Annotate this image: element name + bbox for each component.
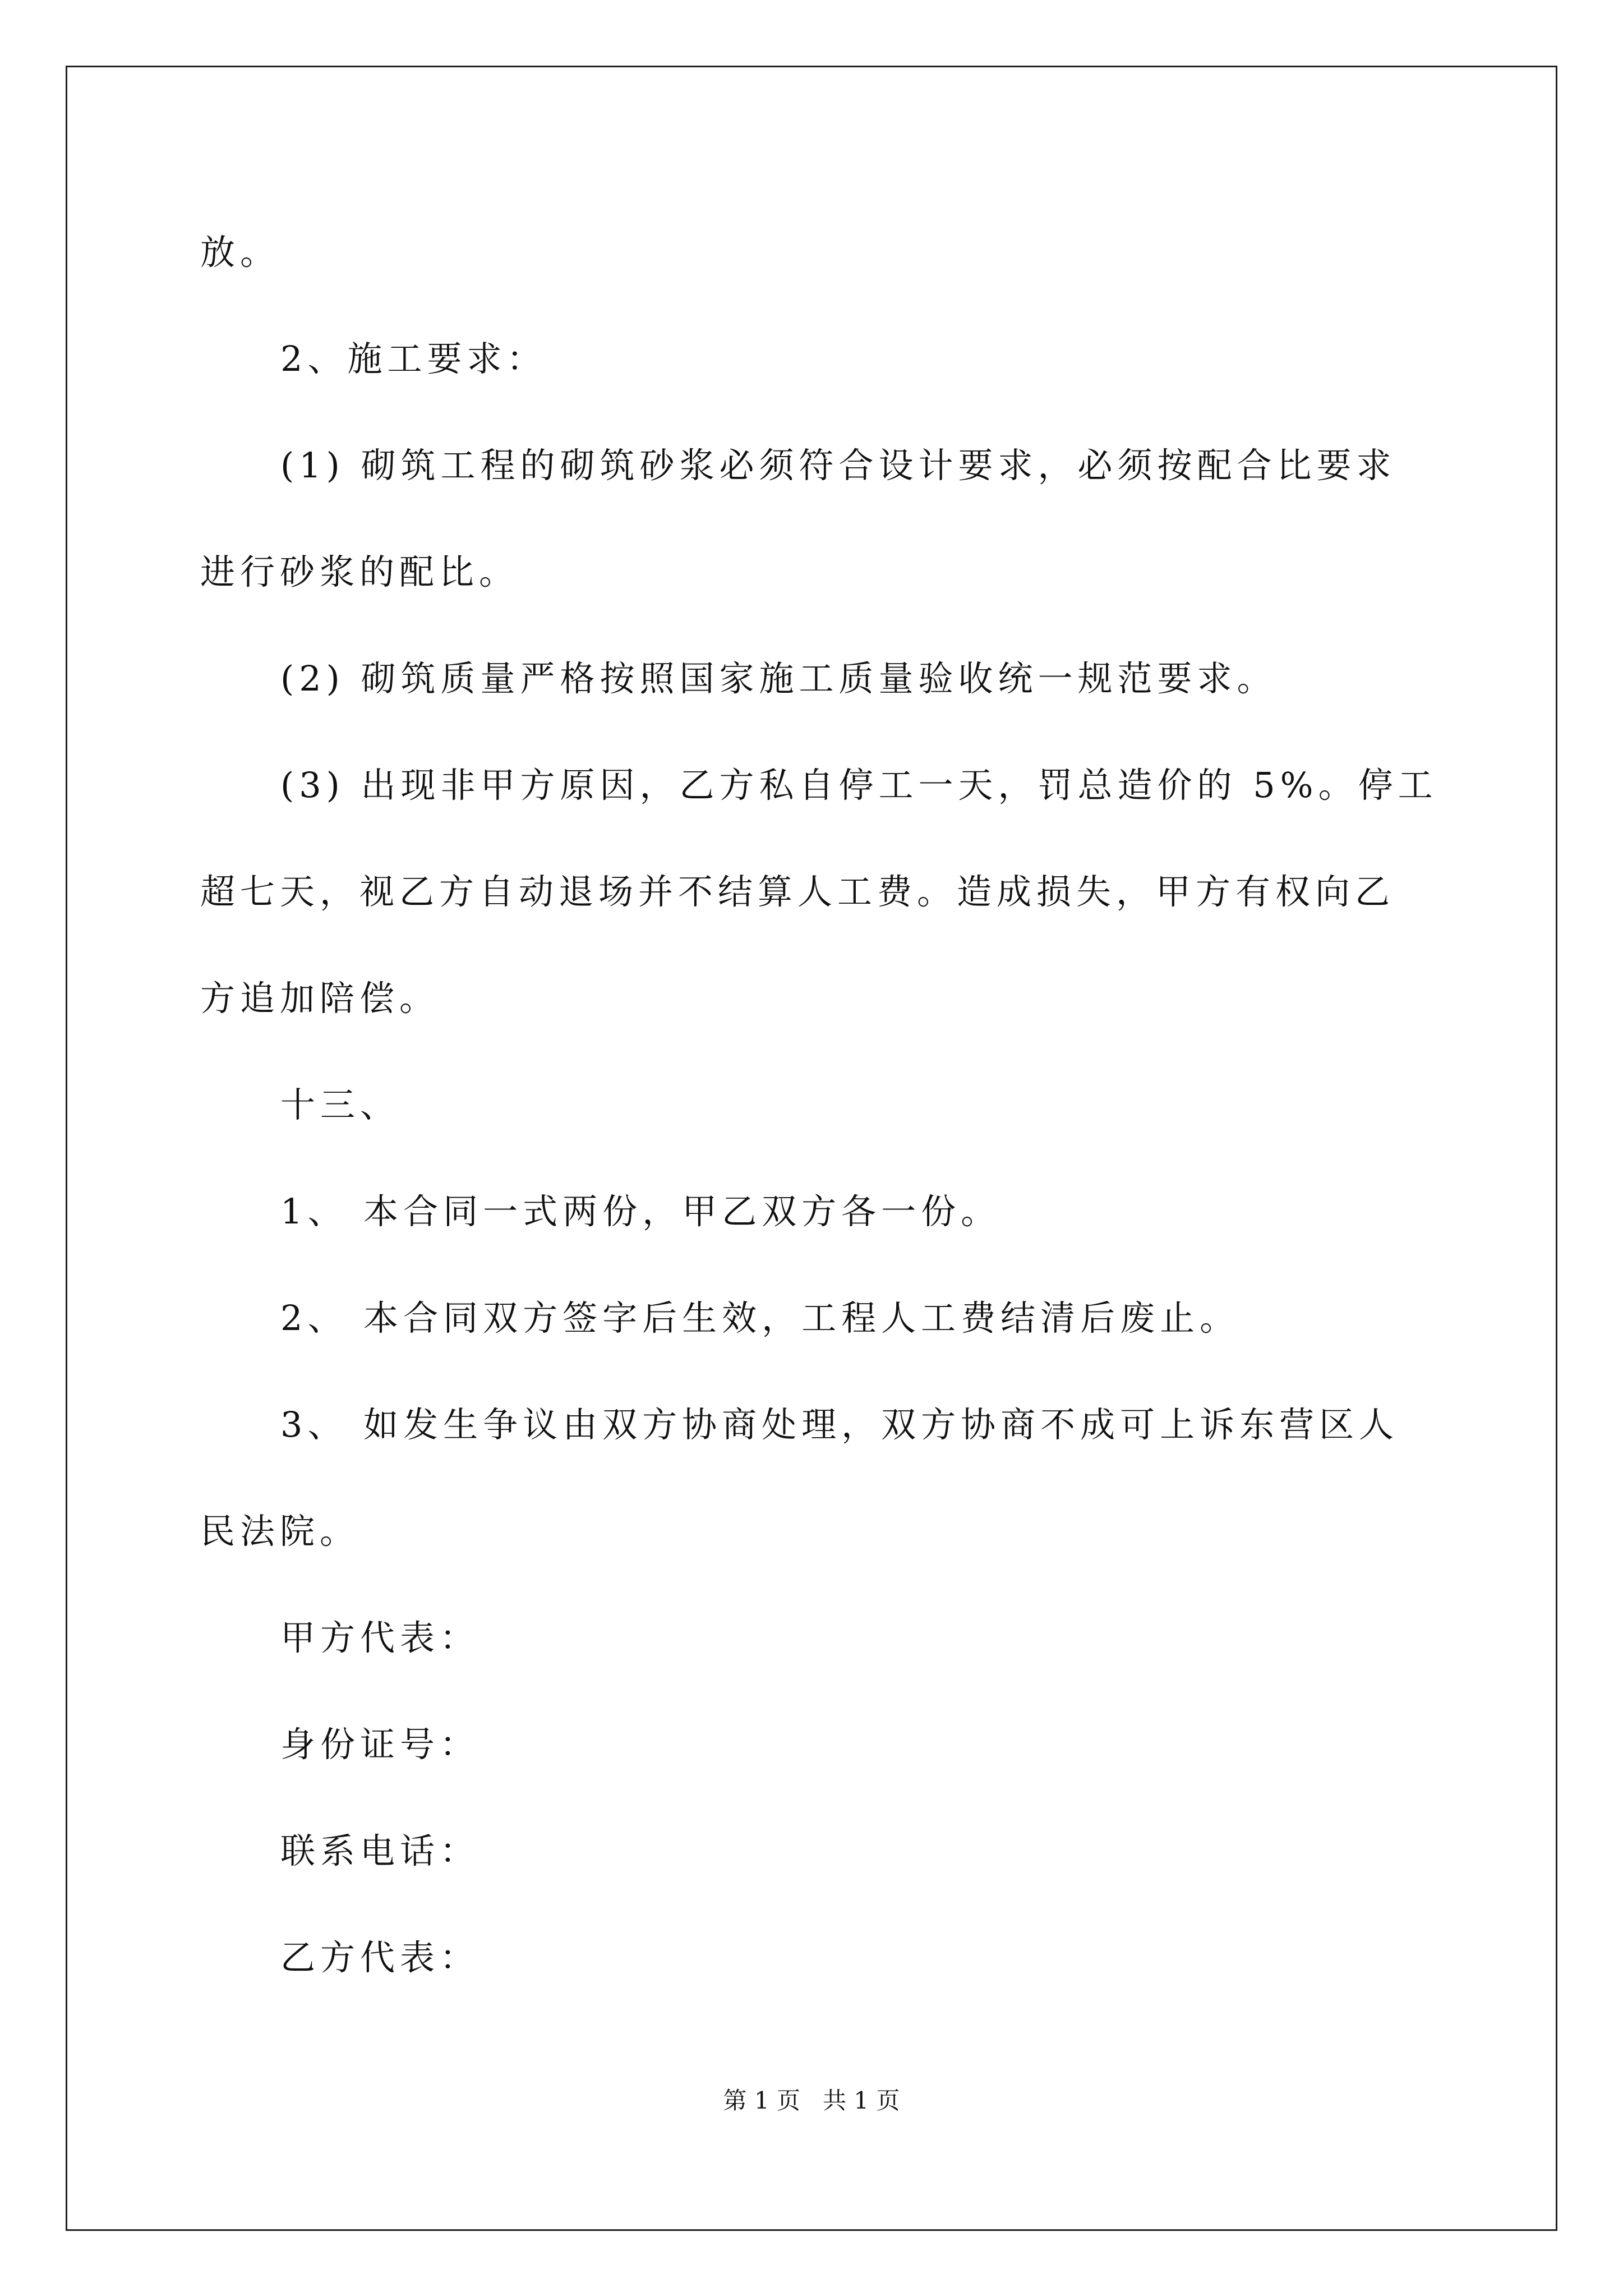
text-line: (3) 出现非甲方原因，乙方私自停工一天，罚总造价的 5%。停工	[280, 765, 1438, 806]
page-number: 第 1 页 共 1 页	[723, 2087, 900, 2114]
signature-field-label: 身份证号：	[280, 1724, 480, 1765]
text-line: 2、 本合同双方签字后生效，工程人工费结清后废止。	[280, 1297, 1240, 1338]
text-line: 超七天，视乙方自动退场并不结算人工费。造成损失，甲方有权向乙	[200, 871, 1395, 912]
signature-field-label: 联系电话：	[280, 1830, 480, 1871]
section-heading: 十三、	[280, 1084, 400, 1125]
text-line: 3、 如发生争议由双方协商处理，双方协商不成可上诉东营区人	[280, 1404, 1399, 1445]
text-line: 1、 本合同一式两份，甲乙双方各一份。	[280, 1191, 1001, 1232]
signature-field-label: 乙方代表：	[280, 1937, 480, 1978]
page-border	[66, 66, 1557, 2231]
text-line: 进行砂浆的配比。	[200, 551, 519, 592]
text-line: 民法院。	[200, 1511, 360, 1552]
text-line: 方追加陪偿。	[200, 978, 440, 1019]
text-line: (1) 砌筑工程的砌筑砂浆必须符合设计要求，必须按配合比要求	[280, 445, 1396, 486]
signature-field-label: 甲方代表：	[280, 1617, 480, 1658]
text-line: 放。	[200, 232, 280, 273]
section-heading: 2、施工要求：	[280, 338, 547, 379]
text-line: (2) 砌筑质量严格按照国家施工质量验收统一规范要求。	[280, 658, 1277, 699]
